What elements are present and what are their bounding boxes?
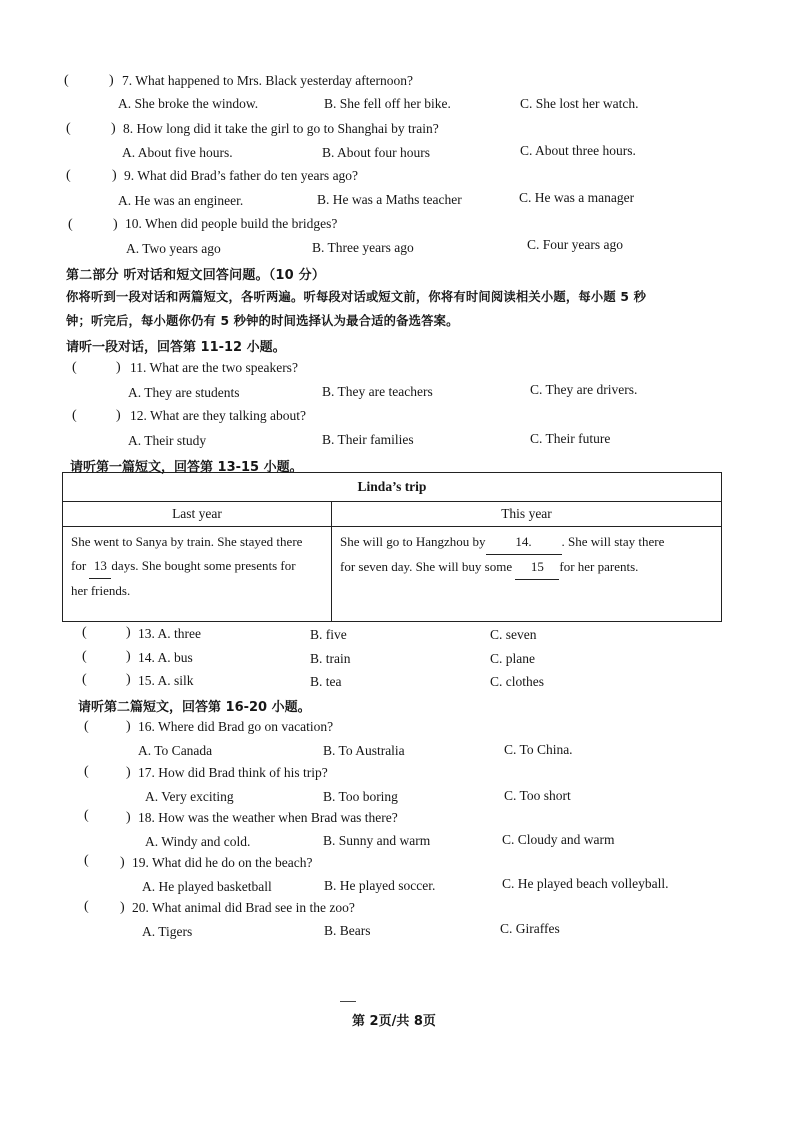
question-text: 10. When did people build the bridges?	[125, 216, 338, 231]
answer-paren-open: (	[84, 808, 89, 823]
option-c: C. He was a manager	[519, 190, 635, 205]
question-text: 18. How was the weather when Brad was there?	[138, 810, 398, 825]
option-b: B. Bears	[324, 923, 371, 938]
answer-paren-open: (	[66, 121, 71, 136]
answer-paren-close: )	[116, 360, 121, 375]
answer-paren-close: )	[120, 855, 125, 870]
option-a: A. About five hours.	[122, 145, 233, 160]
part2-instruction-line1: 你将听到一段对话和两篇短文，各听两遍。听每段对话或短文前，你将有时间阅读相关小题，每小题 5 秒	[66, 290, 647, 304]
answer-paren-open: (	[82, 649, 87, 664]
option-a: A. Tigers	[142, 924, 193, 939]
option-b: B. They are teachers	[322, 384, 433, 399]
option-b: B. Sunny and warm	[323, 833, 431, 848]
option-c: C. plane	[490, 651, 535, 666]
option-b: B. Their families	[322, 432, 414, 447]
answer-paren-close: )	[113, 217, 118, 232]
answer-paren-close: )	[109, 73, 114, 88]
option-b: B. About four hours	[322, 145, 430, 160]
option-b: B. tea	[310, 674, 342, 689]
option-b: B. She fell off her bike.	[324, 96, 451, 111]
answer-paren-close: )	[120, 900, 125, 915]
option-a: A. Two years ago	[126, 241, 221, 256]
question-option-a: 14. A. bus	[138, 650, 193, 665]
answer-paren-close: )	[126, 672, 131, 687]
option-c: C. Too short	[504, 788, 571, 803]
blank-13: 13	[89, 554, 111, 579]
option-c: C. clothes	[490, 674, 544, 689]
option-b: B. He was a Maths teacher	[317, 192, 462, 207]
option-a: A. He was an engineer.	[118, 193, 244, 208]
answer-paren-open: (	[84, 764, 89, 779]
answer-paren-open: (	[72, 360, 77, 375]
linda-trip-table	[62, 472, 722, 622]
blank-14: 14.	[486, 530, 562, 555]
answer-paren-open: (	[64, 73, 69, 88]
answer-paren-open: (	[84, 719, 89, 734]
option-a: A. He played basketball	[142, 879, 272, 894]
option-c: C. They are drivers.	[530, 382, 638, 397]
answer-paren-close: )	[126, 719, 131, 734]
answer-paren-open: (	[84, 899, 89, 914]
column-this-year: This year	[332, 502, 722, 527]
answer-paren-close: )	[116, 408, 121, 423]
column-last-year: Last year	[63, 502, 332, 527]
option-b: B. Too boring	[323, 789, 398, 804]
answer-paren-close: )	[126, 810, 131, 825]
text-fragment: for her parents.	[559, 559, 639, 574]
answer-paren-open: (	[66, 168, 71, 183]
last-year-line3: her friends.	[71, 583, 131, 598]
answer-paren-open: (	[82, 672, 87, 687]
option-c: C. Giraffes	[500, 921, 560, 936]
part2-instruction-line2: 钟；听完后，每小题你仍有 5 秒钟的时间选择认为最合适的备选答案。	[66, 314, 459, 328]
option-c: C. To China.	[504, 742, 573, 757]
text-fragment: days. She bought some presents for	[111, 558, 296, 573]
option-b: B. He played soccer.	[324, 878, 436, 893]
last-year-cell	[63, 527, 332, 622]
option-c: C. seven	[490, 627, 537, 642]
option-b: B. five	[310, 627, 347, 642]
answer-paren-open: (	[84, 853, 89, 868]
option-c: C. Their future	[530, 431, 611, 446]
question-option-a: 15. A. silk	[138, 673, 194, 688]
option-a: A. Very exciting	[145, 789, 234, 804]
option-a: A. She broke the window.	[118, 96, 259, 111]
answer-paren-open: (	[68, 217, 73, 232]
last-year-line1: She went to Sanya by train. She stayed there	[71, 534, 303, 549]
question-text: 17. How did Brad think of his trip?	[138, 765, 328, 780]
option-a: A. To Canada	[138, 743, 213, 758]
blank-15: 15	[515, 555, 559, 580]
option-c: C. He played beach volleyball.	[502, 876, 669, 891]
part2-heading: 第二部分 听对话和短文回答问题。（10 分）	[66, 268, 326, 283]
option-b: B. train	[310, 651, 351, 666]
option-c: C. About three hours.	[520, 143, 636, 158]
question-text: 12. What are they talking about?	[130, 408, 306, 423]
option-a: A. Their study	[128, 433, 207, 448]
page-number: 第 2页/共 8页	[352, 1014, 436, 1029]
question-text: 19. What did he do on the beach?	[132, 855, 313, 870]
question-option-a: 13. A. three	[138, 626, 201, 641]
question-text: 20. What animal did Brad see in the zoo?	[132, 900, 355, 915]
dialogue-intro: 请听一段对话，回答第 11-12 小题。	[66, 340, 286, 355]
option-c: C. Cloudy and warm	[502, 832, 615, 847]
this-year-line1	[340, 530, 715, 555]
last-year-line2	[71, 554, 325, 579]
question-text: 9. What did Brad’s father do ten years ago?	[124, 168, 359, 183]
text-fragment: . She will stay there	[561, 534, 665, 549]
option-b: B. Three years ago	[312, 240, 414, 255]
text-fragment: for	[71, 558, 87, 573]
text-fragment: She will go to Hangzhou by	[340, 534, 486, 549]
footer-divider	[340, 1001, 356, 1002]
answer-paren-open: (	[72, 408, 77, 423]
answer-paren-close: )	[126, 625, 131, 640]
answer-paren-close: )	[112, 168, 117, 183]
answer-paren-close: )	[126, 765, 131, 780]
question-text: 16. Where did Brad go on vacation?	[138, 719, 334, 734]
passage2-intro: 请听第二篇短文，回答第 16-20 小题。	[78, 700, 311, 715]
option-c: C. She lost her watch.	[520, 96, 639, 111]
question-text: 8. How long did it take the girl to go to Shanghai by train?	[123, 121, 439, 136]
this-year-line2	[340, 555, 715, 580]
passage1-intro: 请听第一篇短文，回答第 13-15 小题。	[70, 460, 303, 475]
answer-paren-open: (	[82, 625, 87, 640]
question-text: 7. What happened to Mrs. Black yesterday afternoon?	[122, 73, 414, 88]
answer-paren-close: )	[111, 121, 116, 136]
table-title: Linda’s trip	[63, 473, 722, 502]
option-a: A. Windy and cold.	[145, 834, 251, 849]
option-c: C. Four years ago	[527, 237, 623, 252]
option-b: B. To Australia	[323, 743, 405, 758]
text-fragment: for seven day. She will buy some	[340, 559, 513, 574]
this-year-cell	[332, 527, 722, 622]
answer-paren-close: )	[126, 649, 131, 664]
question-text: 11. What are the two speakers?	[130, 360, 298, 375]
option-a: A. They are students	[128, 385, 240, 400]
